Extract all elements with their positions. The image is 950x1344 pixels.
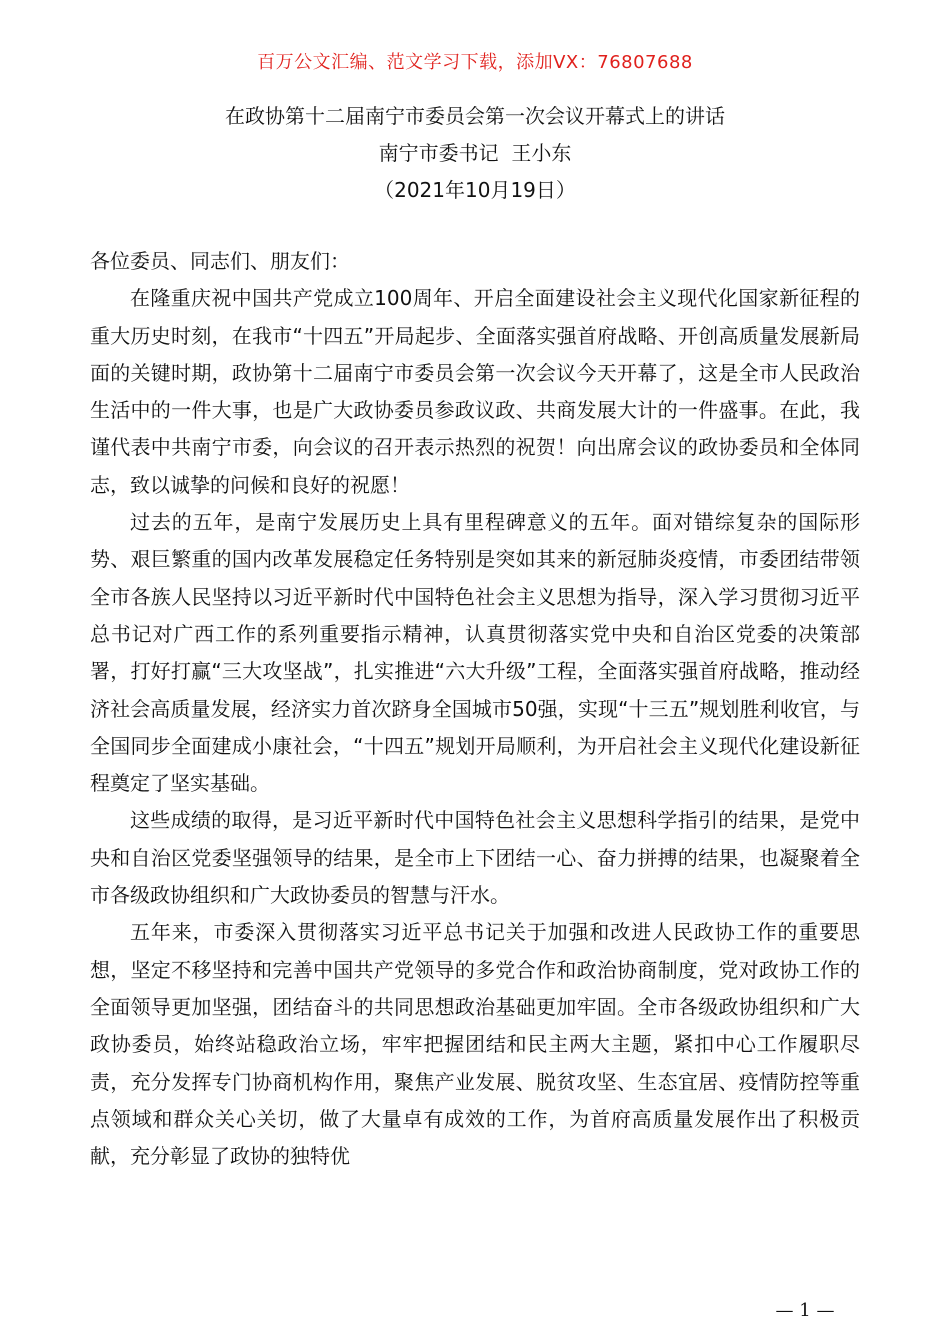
- paragraph: 这些成绩的取得，是习近平新时代中国特色社会主义思想科学指引的结果，是党中央和自治区党委坚强领导的结果，是全市上下团结一心、奋力拼搏的结果，也凝聚着全市各级政协组织和广大政协委员的智慧与汗水。: [90, 808, 860, 908]
- speech-author: 南宁市委书记 王小东: [378, 141, 572, 165]
- speech-header: [0, 98, 950, 209]
- speech-body: [90, 243, 860, 1175]
- speech-date: （2021年10月19日）: [374, 178, 576, 202]
- speech-title: 在政协第十二届南宁市委员会第一次会议开幕式上的讲话: [225, 104, 725, 128]
- page-number: — 1 —: [775, 1300, 835, 1321]
- paragraph: 五年来，市委深入贯彻落实习近平总书记关于加强和改进人民政协工作的重要思想，坚定不移坚持和完善中国共产党领导的多党合作和政治协商制度，党对政协工作的全面领导更加坚强，团结奋斗的共同思想政治基础更加牢固。全市各级政协组织和广大政协委员，始终站稳政治立场，牢牢把握团结和民主两大主题，紧扣中心工作履职尽责，充分发挥专门协商机构作用，聚焦产业发展、脱贫攻坚、生态宜居、疫情防控等重点领域和群众关心关切，做了大量卓有成效的工作，为首府高质量发展作出了积极贡献，充分彰显了政协的独特优: [90, 920, 860, 1169]
- download-banner: 百万公文汇编、范文学习下载，添加VX：76807688: [257, 52, 693, 73]
- paragraph: 在隆重庆祝中国共产党成立100周年、开启全面建设社会主义现代化国家新征程的重大历史时刻，在我市“十四五”开局起步、全面落实强首府战略、开创高质量发展新局面的关键时期，政协第十二届南宁市委员会第一次会议今天开幕了，这是全市人民政治生活中的一件大事，也是广大政协委员参政议政、共商发展大计的一件盛事。在此，我谨代表中共南宁市委，向会议的召开表示热烈的祝贺！向出席会议的政协委员和全体同志，致以诚挚的问候和良好的祝愿！: [90, 286, 860, 497]
- paragraph: 过去的五年，是南宁发展历史上具有里程碑意义的五年。面对错综复杂的国际形势、艰巨繁重的国内改革发展稳定任务特别是突如其来的新冠肺炎疫情，市委团结带领全市各族人民坚持以习近平新时代中国特色社会主义思想为指导，深入学习贯彻习近平总书记对广西工作的系列重要指示精神，认真贯彻落实党中央和自治区党委的决策部署，打好打赢“三大攻坚战”，扎实推进“六大升级”工程，全面落实强首府战略，推动经济社会高质量发展，经济实力首次跻身全国城市50强，实现“十三五”规划胜利收官，与全国同步全面建成小康社会，“十四五”规划开局顺利，为开启社会主义现代化建设新征程奠定了坚实基础。: [90, 510, 860, 796]
- salutation: 各位委员、同志们、朋友们：: [90, 249, 350, 273]
